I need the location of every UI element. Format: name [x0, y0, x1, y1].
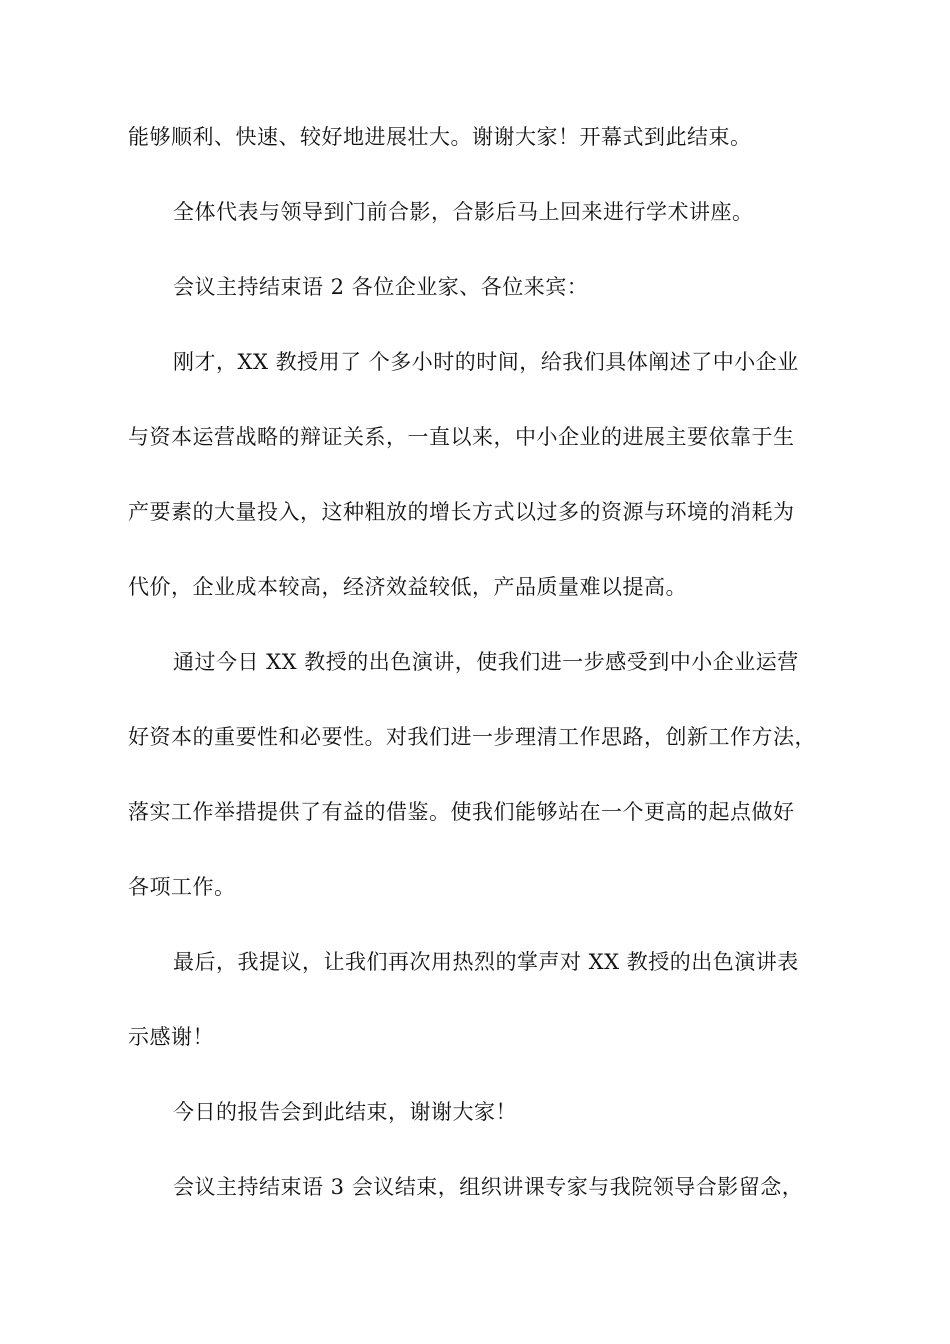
text-line-1: 能够顺利、快速、较好地进展壮大。谢谢大家！开幕式到此结束。: [128, 125, 752, 149]
text-line-4: 刚才，XX 教授用了 个多小时的时间，给我们具体阐述了中小企业: [173, 350, 799, 374]
text-line-10: 落实工作举措提供了有益的借鉴。使我们能够站在一个更高的起点做好: [128, 800, 795, 824]
text-line-13: 示感谢！: [128, 1025, 214, 1049]
text-line-3: 会议主持结束语 2 各位企业家、各位来宾：: [173, 275, 589, 299]
text-line-11: 各项工作。: [128, 875, 236, 899]
text-line-9: 好资本的重要性和必要性。对我们进一步理清工作思路，创新工作方法，: [128, 725, 816, 749]
text-line-2: 全体代表与领导到门前合影，合影后马上回来进行学术讲座。: [173, 200, 754, 224]
text-line-6: 产要素的大量投入，这种粗放的增长方式以过多的资源与环境的消耗为: [128, 500, 795, 524]
text-line-8: 通过今日 XX 教授的出色演讲，使我们进一步感受到中小企业运营: [173, 650, 799, 674]
text-line-14: 今日的报告会到此结束，谢谢大家！: [173, 1100, 517, 1124]
text-line-15: 会议主持结束语 3 会议结束，组织讲课专家与我院领导合影留念，: [173, 1175, 804, 1199]
text-line-5: 与资本运营战略的辩证关系，一直以来，中小企业的进展主要依靠于生: [128, 425, 795, 449]
text-line-7: 代价，企业成本较高，经济效益较低，产品质量难以提高。: [128, 575, 687, 599]
text-line-12: 最后，我提议，让我们再次用热烈的掌声对 XX 教授的出色演讲表: [173, 950, 799, 974]
